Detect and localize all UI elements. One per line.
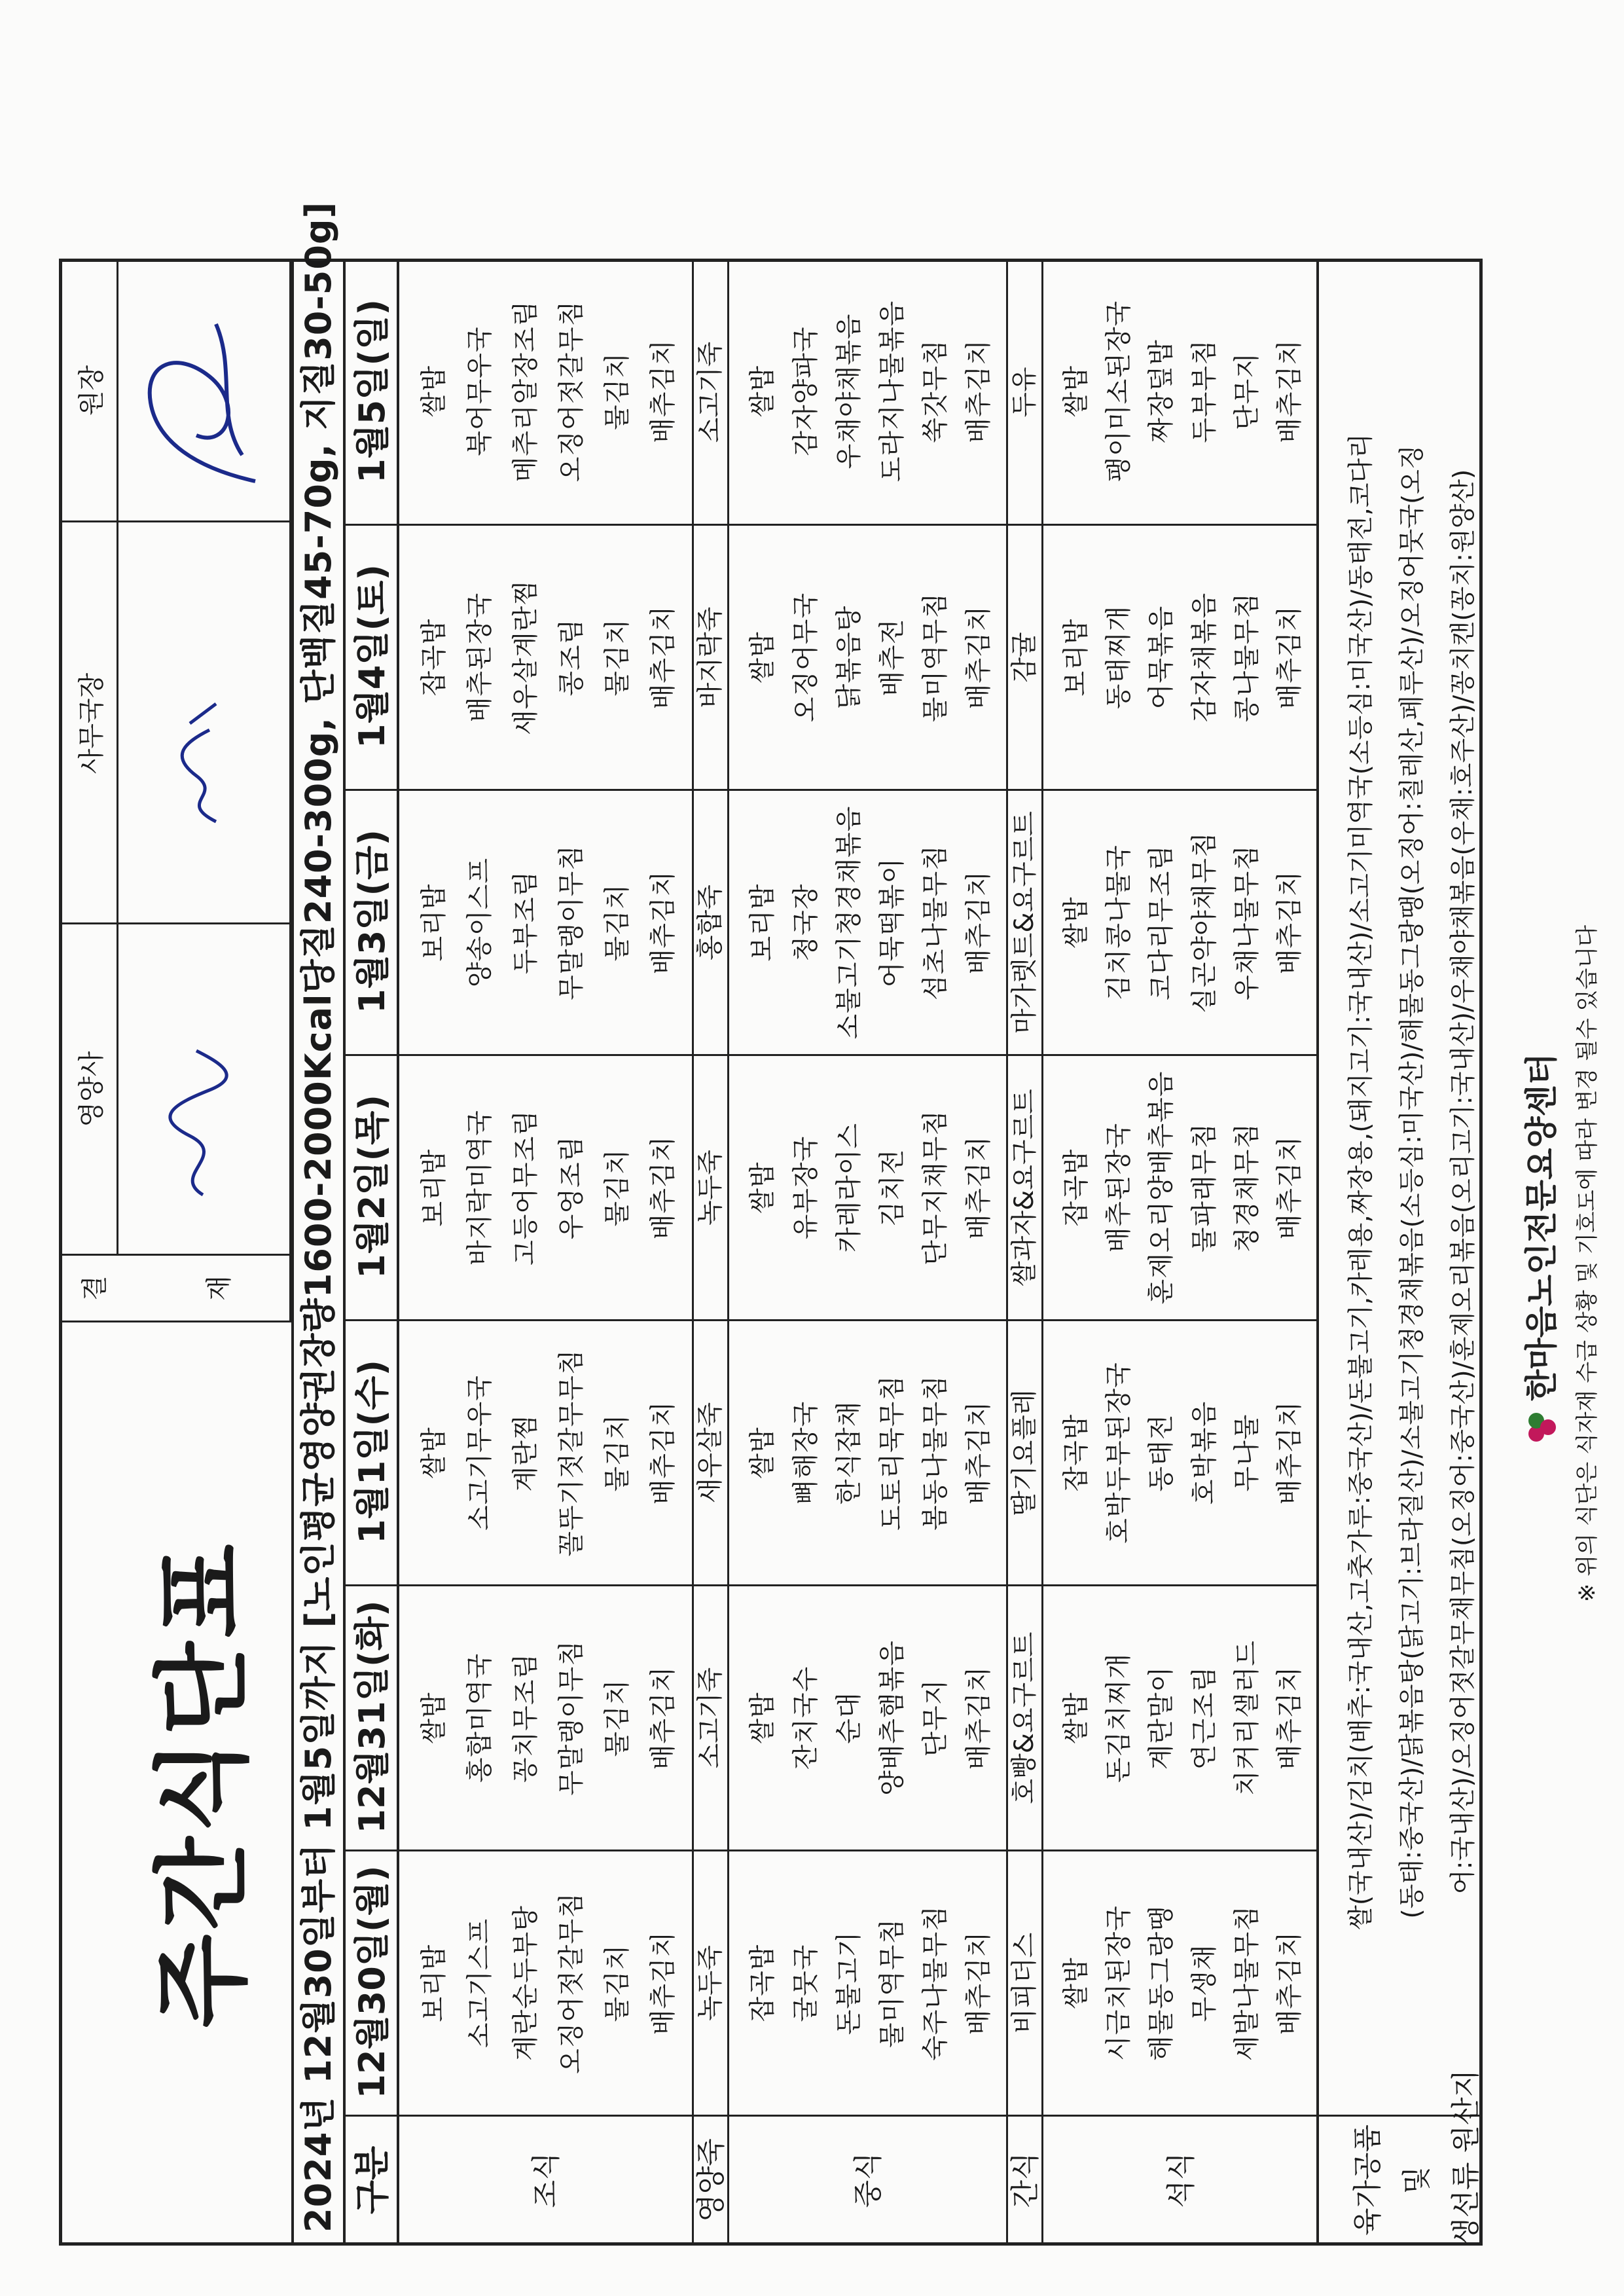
menu-cell xyxy=(729,1054,1008,1319)
menu-item: 보리밥 xyxy=(419,1944,449,2022)
menu-item: 배추김치 xyxy=(964,1666,994,1770)
menu-item: 김치콩나물국 xyxy=(1104,845,1134,1000)
menu-item: 쑥갓무침 xyxy=(920,339,950,443)
menu-item: 보리밥 xyxy=(419,883,449,962)
menu-item: 어묵떡볶이 xyxy=(877,857,907,988)
menu-item: 잡곡밥 xyxy=(748,1944,778,2022)
menu-item: 배추전 xyxy=(877,618,907,697)
menu-item: 닭볶음탕 xyxy=(834,605,864,710)
menu-item: 오징어무국 xyxy=(791,592,821,723)
menu-item: 단무지채무침 xyxy=(920,1110,950,1266)
menu-cell xyxy=(399,1850,694,2115)
menu-item: 쌀밥 xyxy=(748,1161,778,1214)
menu-cell xyxy=(1008,789,1043,1054)
menu-item: 오징어젓갈무침 xyxy=(556,300,586,483)
menu-item: 쌀밥 xyxy=(419,1427,449,1479)
menu-cell xyxy=(729,1584,1008,1850)
menu-cell xyxy=(1043,1584,1319,1850)
menu-item: 돈불고기 xyxy=(834,1931,864,2035)
menu-item: 오징어젓갈무침 xyxy=(556,1892,586,2074)
menu-item: 배추김치 xyxy=(1274,1931,1305,2035)
menu-item: 짜장덮밥 xyxy=(1146,339,1177,443)
origin-text-line: 쌀(국내산)/김치(배추:국내산,고춧가루:중국산)/돈불고기,카레용,짜장용,(돼지고기:국내산)/소고기미역국(소등심:미국산)/동태전,코다리 xyxy=(1346,433,1376,1930)
menu-item: 쌀밥 xyxy=(1061,365,1091,418)
menu-item: 배추김치 xyxy=(1274,339,1305,443)
menu-item: 쌀밥 xyxy=(1061,896,1091,949)
menu-item: 단무지 xyxy=(1231,352,1262,430)
menu-cell xyxy=(399,789,694,1054)
corner-label: 구분 xyxy=(352,2145,393,2215)
menu-item: 한식잡채 xyxy=(834,1400,864,1505)
menu-item: 배추김치 xyxy=(1274,1135,1305,1240)
footer-note: ※ 위의 식단은 식자재 수급 상황 및 기호도에 따라 변경 될수 있습니다 xyxy=(1574,924,1600,1603)
menu-item: 배추김치 xyxy=(964,339,994,443)
menu-cell xyxy=(1008,259,1043,524)
menu-item: 훈제오리양배추볶음 xyxy=(1146,1070,1177,1305)
menu-cell xyxy=(1008,1850,1043,2115)
menu-item: 홍합미역국 xyxy=(465,1652,495,1783)
menu-item: 숙주나물무침 xyxy=(920,1905,950,2061)
menu-item: 봄동나물무침 xyxy=(920,1375,950,1531)
menu-item: 물미역무침 xyxy=(920,592,950,723)
menu-item: 쌀밥 xyxy=(419,365,449,418)
menu-item: 소불고기청경채볶음 xyxy=(834,805,864,1040)
menu-cell xyxy=(1008,524,1043,789)
row-label-3: 중식 xyxy=(852,2152,885,2208)
menu-item: 양송이스프 xyxy=(465,857,495,988)
menu-item: 소고기스프 xyxy=(465,1918,495,2049)
menu-item: 보리밥 xyxy=(748,883,778,962)
menu-item: 콩조림 xyxy=(556,618,586,697)
menu-item: 감자채볶음 xyxy=(1189,592,1219,723)
menu-cell xyxy=(729,1319,1008,1584)
origin-label-line: 육가공품 xyxy=(1351,2124,1384,2236)
menu-item: 쌀밥 xyxy=(748,365,778,418)
menu-item: 배추김치 xyxy=(648,1135,678,1240)
row-label-1: 조식 xyxy=(530,2152,563,2208)
flower-logo-icon xyxy=(1522,1408,1561,1447)
menu-item: 계란말이 xyxy=(1146,1666,1177,1770)
menu-cell xyxy=(694,1584,729,1850)
approval-role-1: 영양사 xyxy=(77,1051,107,1127)
menu-item: 메추리알장조림 xyxy=(511,300,541,483)
menu-item: 녹두죽 xyxy=(695,1945,725,2021)
menu-cell xyxy=(729,789,1008,1054)
menu-item: 새우살계란찜 xyxy=(511,579,541,735)
day-header-4: 1월2일(목) xyxy=(352,1095,393,1279)
menu-item: 카레라이스 xyxy=(834,1122,864,1253)
day-header-2: 12월31일(화) xyxy=(352,1600,393,1834)
menu-cell xyxy=(694,1319,729,1584)
menu-cell xyxy=(1043,789,1319,1054)
day-header-7: 1월5일(일) xyxy=(352,299,393,483)
menu-item: 쌀밥 xyxy=(748,1692,778,1744)
menu-item: 호박볶음 xyxy=(1189,1400,1219,1505)
menu-item: 쌀밥 xyxy=(748,631,778,683)
menu-item: 어묵볶음 xyxy=(1146,605,1177,710)
menu-item: 순대 xyxy=(834,1692,864,1744)
menu-item: 배추김치 xyxy=(964,1135,994,1240)
menu-item: 비피더스 xyxy=(1009,1932,1039,2034)
row-label-4: 간식 xyxy=(1009,2152,1042,2208)
menu-item: 도라지나물볶음 xyxy=(877,300,907,483)
menu-item: 섬초나물무침 xyxy=(920,845,950,1000)
approval-role-3: 원장 xyxy=(77,365,107,416)
menu-item: 배추된장국 xyxy=(1104,1122,1134,1253)
menu-item: 김치전 xyxy=(877,1148,907,1227)
menu-item: 호박두부된장국 xyxy=(1104,1362,1134,1544)
menu-cell xyxy=(399,1584,694,1850)
menu-item: 두유 xyxy=(1009,367,1039,418)
menu-item: 배추김치 xyxy=(1274,605,1305,710)
menu-item: 동태전 xyxy=(1146,1413,1177,1492)
day-header-6: 1월4일(토) xyxy=(352,564,393,748)
menu-item: 물미역무침 xyxy=(877,1918,907,2049)
menu-item: 물김치 xyxy=(602,352,632,430)
menu-item: 계란순두부탕 xyxy=(511,1905,541,2061)
menu-item: 물김치 xyxy=(602,1944,632,2022)
signatures-image xyxy=(118,259,288,1254)
menu-cell xyxy=(694,1054,729,1319)
origin-label-line: 생선류 원산지 xyxy=(1449,2069,1483,2246)
menu-item: 배추김치 xyxy=(648,1931,678,2035)
menu-item: 새우살죽 xyxy=(695,1402,725,1504)
menu-cell xyxy=(1043,524,1319,789)
menu-item: 동태찌개 xyxy=(1104,605,1134,710)
menu-item: 물김치 xyxy=(602,1679,632,1757)
menu-item: 우채야채볶음 xyxy=(834,313,864,469)
menu-cell xyxy=(399,1319,694,1584)
menu-item: 우채나물무침 xyxy=(1231,845,1262,1000)
menu-cell xyxy=(729,524,1008,789)
menu-cell xyxy=(694,1850,729,2115)
menu-item: 소고기죽 xyxy=(695,341,725,443)
menu-cell xyxy=(1043,1319,1319,1584)
menu-item: 계란찜 xyxy=(511,1413,541,1492)
menu-item: 쌀밥 xyxy=(1061,1692,1091,1744)
menu-item: 소고기죽 xyxy=(695,1667,725,1769)
menu-item: 뼈해장국 xyxy=(791,1400,821,1505)
menu-item: 소고기무우국 xyxy=(465,1375,495,1531)
menu-item: 팽이미소된장국 xyxy=(1104,300,1134,483)
menu-item: 물김치 xyxy=(602,883,632,962)
menu-item: 우엉조림 xyxy=(556,1135,586,1240)
menu-item: 물김치 xyxy=(602,1148,632,1227)
menu-item: 청국장 xyxy=(791,883,821,962)
menu-item: 바지락죽 xyxy=(695,606,725,708)
menu-cell xyxy=(399,1054,694,1319)
menu-item: 해물동그랑땡 xyxy=(1146,1905,1177,2061)
menu-item: 물김치 xyxy=(602,618,632,697)
menu-item: 고등어무조림 xyxy=(511,1110,541,1266)
menu-cell xyxy=(1008,1584,1043,1850)
menu-item: 배추김치 xyxy=(648,605,678,710)
menu-cell xyxy=(694,789,729,1054)
menu-item: 배추김치 xyxy=(1274,870,1305,975)
menu-item: 잔치국수 xyxy=(791,1666,821,1770)
menu-item: 물파래무침 xyxy=(1189,1122,1219,1253)
menu-item: 코다리무조림 xyxy=(1146,845,1177,1000)
menu-item: 유부장국 xyxy=(791,1135,821,1240)
menu-item: 배추김치 xyxy=(1274,1666,1305,1770)
menu-item: 실곤약야채무침 xyxy=(1189,831,1219,1013)
row-label-2: 영양죽 xyxy=(695,2138,728,2222)
day-header-1: 12월30일(월) xyxy=(352,1865,393,2099)
menu-item: 굴뭇국 xyxy=(791,1944,821,2022)
origin-text-line: (동태:중국산)/닭볶음탕(닭고기:브라질산)/소불고기청경채볶음(소등심:미국산)/해물동그랑땡(오징어:칠레산,페루산)/오징어뭇국(오징 xyxy=(1398,445,1427,1919)
menu-item: 감귤 xyxy=(1009,632,1039,683)
menu-cell xyxy=(694,524,729,789)
menu-cell xyxy=(399,524,694,789)
menu-item: 바지락미역국 xyxy=(465,1110,495,1266)
menu-item: 보리밥 xyxy=(419,1148,449,1227)
menu-item: 무생채 xyxy=(1189,1944,1219,2022)
period-info: 2024년 12월30일부터 1월5일까지 [노인평균영양권장량1600-2000Kcal당질240-300g, 단백질45-70g, 지질30-50g] xyxy=(298,201,339,2232)
menu-item: 꽁치무조림 xyxy=(511,1652,541,1783)
menu-item: 쌀밥 xyxy=(748,1427,778,1479)
menu-cell xyxy=(1008,1054,1043,1319)
menu-item: 감자양파국 xyxy=(791,326,821,456)
page-title: 주간식단표 xyxy=(147,1540,259,2028)
menu-item: 배추김치 xyxy=(648,1400,678,1505)
menu-item: 무말랭이무침 xyxy=(556,1640,586,1796)
menu-item: 쌀과자&요구르트 xyxy=(1009,1089,1039,1286)
menu-item: 단무지 xyxy=(920,1679,950,1757)
menu-item: 배추김치 xyxy=(964,870,994,975)
menu-item: 홍합죽 xyxy=(695,884,725,960)
menu-item: 배추김치 xyxy=(1274,1400,1305,1505)
menu-cell xyxy=(729,259,1008,524)
menu-item: 시금치된장국 xyxy=(1104,1905,1134,2061)
menu-cell xyxy=(694,259,729,524)
menu-cell xyxy=(1043,259,1319,524)
menu-item: 물김치 xyxy=(602,1413,632,1492)
menu-item: 두부부침 xyxy=(1189,339,1219,443)
rotated-menu-sheet xyxy=(33,33,1600,2265)
menu-item: 두부조림 xyxy=(511,870,541,975)
menu-item: 배추김치 xyxy=(964,605,994,710)
menu-item: 보리밥 xyxy=(1061,618,1091,697)
menu-cell xyxy=(729,1850,1008,2115)
menu-item: 치커리샐러드 xyxy=(1231,1640,1262,1796)
row-label-5: 석식 xyxy=(1164,2152,1198,2208)
menu-item: 배추김치 xyxy=(964,1931,994,2035)
menu-item: 잡곡밥 xyxy=(419,618,449,697)
menu-cell xyxy=(399,259,694,524)
menu-item: 콩나물무침 xyxy=(1231,592,1262,723)
menu-item: 연근조림 xyxy=(1189,1666,1219,1770)
menu-item: 잡곡밥 xyxy=(1061,1413,1091,1492)
menu-item: 도토리묵무침 xyxy=(877,1375,907,1531)
menu-item: 양배추햄볶음 xyxy=(877,1640,907,1796)
menu-item: 딸기요플레 xyxy=(1009,1389,1039,1516)
menu-item: 마가렛트&요구르트 xyxy=(1009,811,1039,1034)
day-header-5: 1월3일(금) xyxy=(352,829,393,1013)
menu-item: 잡곡밥 xyxy=(1061,1148,1091,1227)
menu-item: 배추김치 xyxy=(964,1400,994,1505)
menu-cell xyxy=(1008,1319,1043,1584)
origin-text-line: 어:국내산)/오징어젓갈무채무침(오징어:중국산)/훈제오리볶음(오리고기:국내산)/우채야채볶음(우채:호주산)/꽁치캔(꽁치:원양산) xyxy=(1449,469,1478,1895)
menu-item: 쌀밥 xyxy=(1061,1957,1091,2009)
menu-item: 청경채무침 xyxy=(1231,1122,1262,1253)
menu-item: 돈김치찌개 xyxy=(1104,1652,1134,1783)
menu-item: 꼴뚜기젓갈무무침 xyxy=(556,1349,586,1557)
menu-item: 호빵&요구르트 xyxy=(1009,1631,1039,1804)
origin-label-line: 및 xyxy=(1400,2166,1434,2195)
footer-organization: 한마음노인전문요양센터 xyxy=(1523,1053,1561,1401)
approval-role-2: 사무국장 xyxy=(77,672,107,774)
menu-item: 배추김치 xyxy=(648,1666,678,1770)
menu-item: 북어무우국 xyxy=(465,326,495,456)
menu-item: 배추김치 xyxy=(648,870,678,975)
menu-item: 배추된장국 xyxy=(465,592,495,723)
menu-item: 녹두죽 xyxy=(695,1150,725,1226)
menu-item: 세발나물무침 xyxy=(1231,1905,1262,2061)
menu-cell xyxy=(1043,1054,1319,1319)
menu-item: 무나물 xyxy=(1231,1413,1262,1492)
menu-cell xyxy=(1043,1850,1319,2115)
day-header-3: 1월1일(수) xyxy=(352,1360,393,1544)
menu-item: 무말랭이무침 xyxy=(556,845,586,1000)
menu-item: 쌀밥 xyxy=(419,1692,449,1744)
menu-item: 배추김치 xyxy=(648,339,678,443)
approval-label-b: 재 xyxy=(204,1275,234,1301)
approval-label-a: 결 xyxy=(80,1275,110,1301)
